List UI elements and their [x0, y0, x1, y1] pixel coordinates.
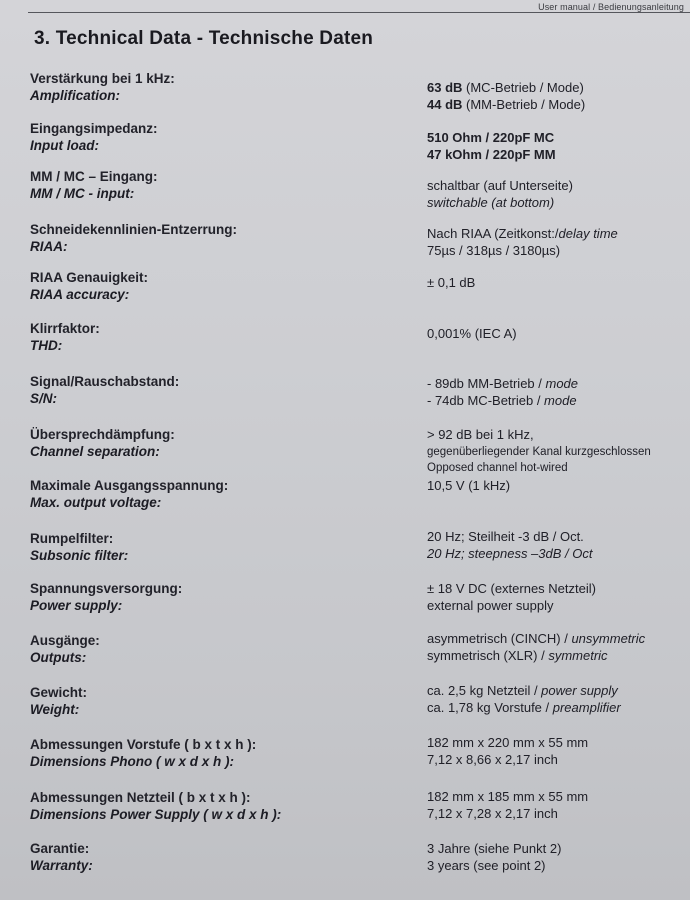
spec-value	[427, 683, 689, 716]
spec-value-translation: mode	[544, 392, 577, 408]
spec-label-de: Gewicht:	[30, 685, 88, 700]
spec-label-de: Garantie:	[30, 841, 90, 856]
spec-label-en: Warranty:	[30, 858, 93, 873]
spec-label-de: Abmessungen Vorstufe ( b x t x h ):	[30, 737, 257, 752]
spec-value-line: asymmetrisch (CINCH) / unsymmetric	[427, 631, 646, 646]
spec-value	[427, 130, 689, 163]
spec-value	[427, 376, 689, 409]
spec-value	[427, 226, 689, 259]
spec-label-en: Channel separation:	[30, 444, 160, 459]
spec-label-de: Signal/Rauschabstand:	[30, 374, 180, 389]
spec-label-en: MM / MC - input:	[30, 186, 135, 201]
spec-value-line: 510 Ohm / 220pF MC	[427, 130, 555, 145]
spec-value-line: 20 Hz; steepness –3dB / Oct	[427, 545, 593, 561]
spec-label	[30, 736, 410, 770]
spec-label-en: Amplification:	[30, 88, 120, 103]
spec-value-line: 182 mm x 185 mm x 55 mm	[427, 789, 589, 804]
spec-value-line: ca. 2,5 kg Netzteil / power supply	[427, 683, 618, 698]
spec-value-line: external power supply	[427, 597, 554, 613]
spec-label-de: Übersprechdämpfung:	[30, 427, 175, 442]
spec-value-line: 44 dB (MM-Betrieb / Mode)	[427, 96, 586, 112]
spec-value-line: gegenüberliegender Kanal kurzgeschlossen	[427, 445, 651, 458]
spec-value	[427, 326, 689, 343]
spec-label-de: Verstärkung bei 1 kHz:	[30, 71, 175, 86]
spec-value-line: - 74db MC-Betrieb / mode	[427, 392, 577, 408]
spec-label-en: Outputs:	[30, 650, 87, 665]
spec-value-line: > 92 dB bei 1 kHz,	[427, 427, 534, 442]
spec-value-line: - 89db MM-Betrieb / mode	[427, 376, 579, 391]
manual-header: User manual / Bedienungsanleitung	[538, 2, 684, 12]
spec-value-translation: power supply	[541, 683, 618, 698]
spec-value-line: 47 kOhm / 220pF MM	[427, 146, 556, 162]
spec-value-number: 63 dB	[427, 80, 463, 95]
page-title: 3. Technical Data - Technische Daten	[34, 28, 374, 49]
spec-value	[427, 735, 689, 768]
spec-value-line: ± 0,1 dB	[427, 275, 476, 290]
spec-value-line: symmetrisch (XLR) / symmetric	[427, 647, 608, 663]
spec-value	[427, 178, 689, 211]
spec-label	[30, 168, 410, 202]
spec-value-translation: preamplifier	[552, 699, 621, 715]
spec-label-de: Maximale Ausgangsspannung:	[30, 478, 229, 493]
spec-value-line: Opposed channel hot-wired	[427, 462, 568, 474]
spec-value	[427, 631, 689, 664]
spec-label-en: Subsonic filter:	[30, 548, 129, 563]
spec-value-line: ca. 1,78 kg Vorstufe / preamplifier	[427, 699, 621, 715]
spec-value-line: switchable (at bottom)	[427, 194, 555, 210]
spec-label	[30, 320, 410, 354]
spec-value	[427, 80, 689, 113]
spec-value-translation: unsymmetric	[571, 631, 646, 646]
spec-label	[30, 684, 410, 718]
spec-label-en: Input load:	[30, 138, 99, 153]
spec-label-de: RIAA Genauigkeit:	[30, 270, 149, 285]
spec-label-de: Eingangsimpedanz:	[30, 121, 158, 136]
spec-label	[30, 269, 410, 303]
spec-value-line: 7,12 x 7,28 x 2,17 inch	[427, 805, 558, 821]
spec-value-translation: mode	[545, 376, 579, 391]
spec-value-line: 75µs / 318µs / 3180µs)	[427, 242, 561, 258]
spec-value-line: 182 mm x 220 mm x 55 mm	[427, 735, 589, 750]
spec-label-en: Dimensions Power Supply ( w x d x h ):	[30, 807, 282, 822]
spec-value	[427, 427, 689, 477]
spec-label	[30, 70, 410, 104]
spec-value	[427, 478, 689, 495]
spec-value-line: 0,001% (IEC A)	[427, 326, 517, 341]
spec-label	[30, 426, 410, 460]
spec-label	[30, 530, 410, 564]
spec-value-line: Nach RIAA (Zeitkonst:/delay time	[427, 226, 618, 241]
spec-label-en: Weight:	[30, 702, 80, 717]
spec-value	[427, 841, 689, 874]
spec-value-line: 63 dB (MC-Betrieb / Mode)	[427, 80, 584, 95]
spec-value-line: ± 18 V DC (externes Netzteil)	[427, 581, 596, 596]
spec-label	[30, 120, 410, 154]
spec-label-en: Power supply:	[30, 598, 123, 613]
spec-label-en: RIAA accuracy:	[30, 287, 130, 302]
spec-label-en: Max. output voltage:	[30, 495, 162, 510]
spec-value-number: 44 dB	[427, 96, 463, 112]
spec-label	[30, 373, 410, 407]
spec-value-line: 7,12 x 8,66 x 2,17 inch	[427, 751, 558, 767]
spec-label-en: S/N:	[30, 391, 57, 406]
spec-label-de: Rumpelfilter:	[30, 531, 114, 546]
spec-label-de: Ausgänge:	[30, 633, 100, 648]
spec-value-line: 10,5 V (1 kHz)	[427, 478, 511, 493]
spec-label	[30, 632, 410, 666]
spec-label-de: Spannungsversorgung:	[30, 581, 183, 596]
spec-label-en: RIAA:	[30, 239, 68, 254]
spec-value	[427, 581, 689, 614]
spec-value-line: 3 years (see point 2)	[427, 857, 546, 873]
spec-label-de: MM / MC – Eingang:	[30, 169, 158, 184]
spec-value	[427, 529, 689, 562]
spec-value-line: 3 Jahre (siehe Punkt 2)	[427, 841, 562, 856]
spec-value-translation: delay time	[558, 226, 618, 241]
spec-value-translation: symmetric	[548, 647, 608, 663]
spec-label-en: Dimensions Phono ( w x d x h ):	[30, 754, 235, 769]
spec-value	[427, 275, 689, 292]
spec-label-de: Klirrfaktor:	[30, 321, 100, 336]
spec-label-en: THD:	[30, 338, 63, 353]
spec-value	[427, 789, 689, 822]
spec-label-de: Schneidekennlinien-Entzerrung:	[30, 222, 238, 237]
spec-label	[30, 789, 410, 823]
spec-label	[30, 477, 410, 511]
spec-label-de: Abmessungen Netzteil ( b x t x h ):	[30, 790, 251, 805]
spec-value-line: schaltbar (auf Unterseite)	[427, 178, 573, 193]
spec-label	[30, 840, 410, 874]
spec-value-line: 20 Hz; Steilheit -3 dB / Oct.	[427, 529, 584, 544]
spec-label	[30, 221, 410, 255]
spec-label	[30, 580, 410, 614]
